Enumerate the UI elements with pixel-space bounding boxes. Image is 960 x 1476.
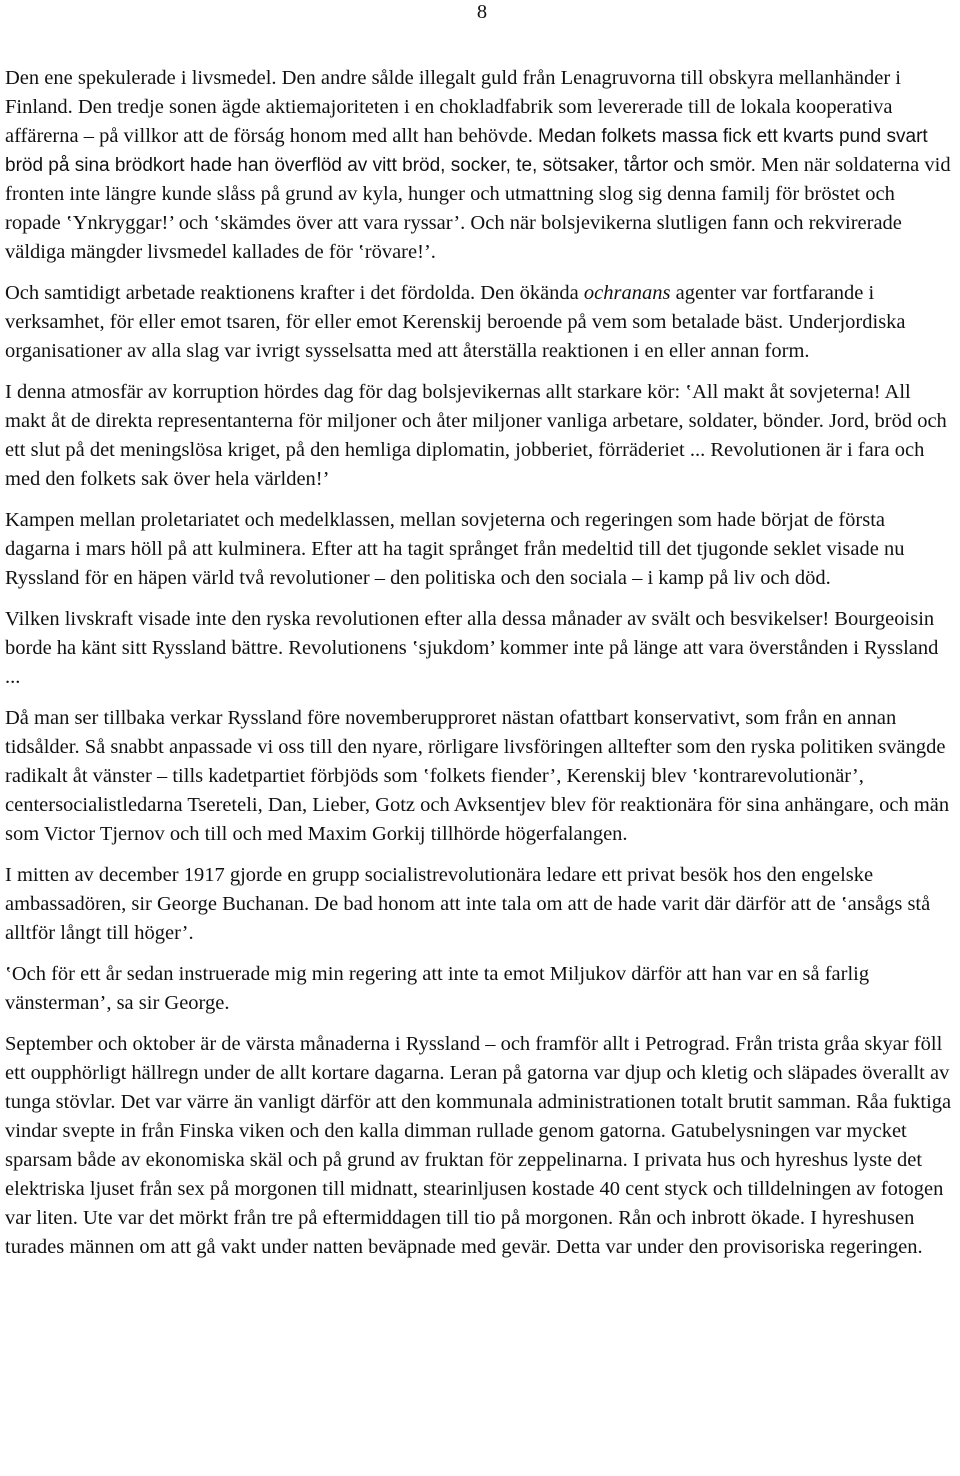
document-body xyxy=(5,64,955,1274)
paragraph xyxy=(5,704,955,849)
paragraph xyxy=(5,1030,955,1262)
paragraph xyxy=(5,960,955,1018)
text-segment: agenter var fortfarande i verksamhet, för eller emot tsaren, för eller emot Kerenskij beroende på vem som betalade bäst. Underjordiska organisationer av alla slag var ivrigt sysselsatta med att återställa reaktionen i en eller annan form. xyxy=(5,282,906,362)
text-segment: ‛Och för ett år sedan instruerade mig min regering att inte ta emot Miljukov därför att han var en så farlig vänsterman’, sa sir George. xyxy=(5,963,870,1014)
italic-term: ochranans xyxy=(583,282,671,304)
paragraph xyxy=(5,378,955,494)
paragraph xyxy=(5,861,955,948)
text-segment: Men när soldaterna vid fronten inte längre kunde slåss på grund av kyla, hunger och utmattning slog sig denna familj för bröstet och ropade ‛Ynkryggar!’ och ‛skämdes över att vara ryssar’. Och när bolsjevikerna slutligen fann och rekvirerade väldiga mängder livsmedel kallades de för ‛rövare!’. xyxy=(5,154,951,263)
paragraph xyxy=(5,605,955,692)
text-segment: Kampen mellan proletariatet och medelklassen, mellan sovjeterna och regeringen som hade börjat de första dagarna i mars höll på att kulminera. Efter att ha tagit språnget från medeltid till det tjugonde seklet visade nu Ryssland för en häpen värld två revolutioner – den politiska och den sociala – i kamp på liv och död. xyxy=(5,509,905,589)
text-segment: Och samtidigt arbetade reaktionens krafter i det fördolda. Den ökända xyxy=(5,282,584,304)
text-segment: Den ene spekulerade i livsmedel. Den andre sålde illegalt guld från Lenagruvorna till obskyra mellanhänder i Finland. Den tredje sonen ägde aktiemajoriteten i en chokladfabrik som levererade till de lokala kooperativa affärerna – på villkor att de förság honom med allt han behövde. xyxy=(5,67,901,147)
paragraph xyxy=(5,279,955,366)
text-segment-sans: Medan folkets massa fick ett kvarts pund svart bröd på sina brödkort hade han överflöd av vitt bröd, socker, te, sötsaker, tårtor och smör. xyxy=(5,126,928,176)
text-segment: Då man ser tillbaka verkar Ryssland före novemberupproret nästan ofattbart konservativt, som från en annan tidsålder. Så snabbt anpassade vi oss till den nyare, rörligare livsföringen alltefter som den ryska politiken svängde radikalt åt vänster – tills kadetpartiet förbjöds som ‛folkets fiender’, Kerenskij blev ‛kontrarevolutionär’, centersocialistledarna Tsereteli, Dan, Lieber, Gotz och Avksentjev blev för reaktionära för sina anhängare, och män som Victor Tjernov och till och med Maxim Gorkij tillhörde högerfalangen. xyxy=(5,707,950,845)
text-segment: Vilken livskraft visade inte den ryska revolutionen efter alla dessa månader av svält och besvikelser! Bourgeoisin borde ha känt sitt Ryssland bättre. Revolutionens ‛sjukdom’ kommer inte på länge att vara överstånden i Ryssland ... xyxy=(5,608,939,688)
paragraph xyxy=(5,64,955,267)
text-segment: September och oktober är de värsta månaderna i Ryssland – och framför allt i Petrograd. Från trista gråa skyar föll ett oupphörligt hällregn under de allt kortare dagarna. Leran på gatorna var djup och kletig och släpades överallt av tunga stövlar. Det var värre än vanligt därför att den kommunala administrationen totalt brutit samman. Råa fuktiga vindar svepte in från Finska viken och den kalla dimman rullade genom gatorna. Gatubelysningen var mycket sparsam både av ekonomiska skäl och på grund av fruktan för zeppelinarna. I privata hus och hyreshus lyste det elektriska ljuset från sex på morgonen till midnatt, stearinljusen kostade 40 cent styck och tilldelningen av fotogen var liten. Ute var det mörkt från tre på eftermiddagen till tio på morgonen. Rån och inbrott ökade. I hyreshusen turades männen om att gå vakt under natten beväpnade med gevär. Detta var under den provisoriska regeringen. xyxy=(5,1033,952,1258)
paragraph xyxy=(5,506,955,593)
text-segment: I denna atmosfär av korruption hördes dag för dag bolsjevikernas allt starkare kör: ‛All makt åt sovjeterna! All makt åt de direkta representanterna för miljoner och åter miljoner vanliga arbetare, soldater, bönder. Jord, bröd och ett slut på det meningslösa kriget, på den hemliga diplomatin, jobberiet, förräderiet ... Revolutionen är i fara och med den folkets sak över hela världen!’ xyxy=(5,381,947,490)
text-segment: I mitten av december 1917 gjorde en grupp socialistrevolutionära ledare ett privat besök hos den engelske ambassadören, sir George Buchanan. De bad honom att inte tala om att de hade varit där därför att de ‛ansågs stå alltför långt till höger’. xyxy=(5,864,931,944)
page-number: 8 xyxy=(476,1,488,23)
